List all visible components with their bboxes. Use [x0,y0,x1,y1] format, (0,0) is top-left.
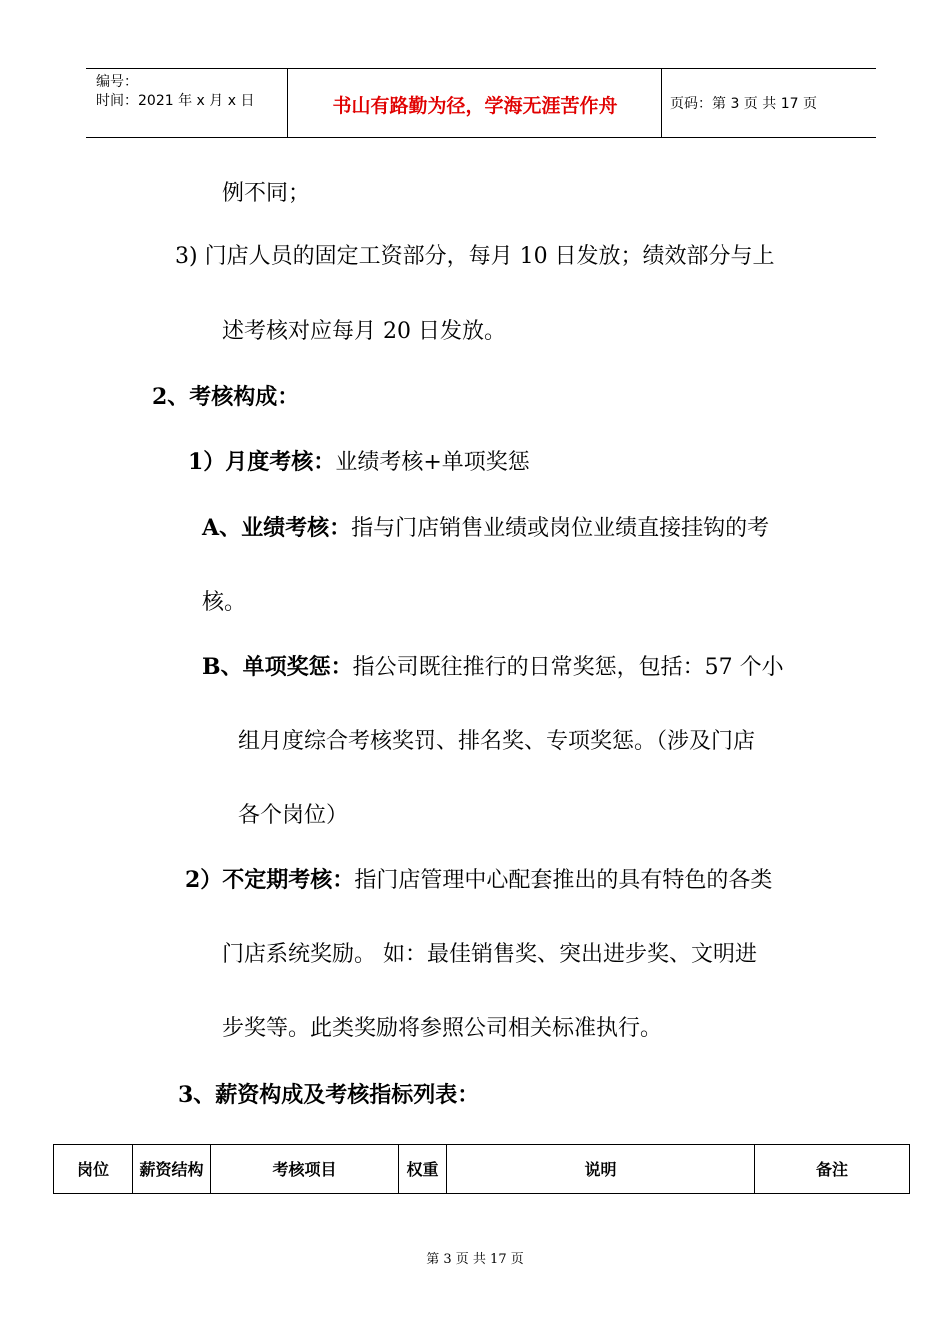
item-text: 指公司既往推行的日常奖惩，包括：57 个小 [352,655,784,680]
column-header: 考核项目 [211,1145,399,1194]
kpi-table [53,1144,910,1194]
doc-number-label: 编号： [96,74,138,90]
body-line: 各个岗位） [238,803,349,828]
column-header: 薪资结构 [133,1145,211,1194]
page-footer: 第 3 页 共 17 页 [426,1252,524,1267]
table-header-row [54,1145,910,1194]
page-header [86,68,876,138]
doc-time: 时间：2021 年 x 月 x 日 [96,93,255,109]
body-line: 门店系统奖励。 如：最佳销售奖、突出进步奖、文明进 [222,942,757,967]
item-b [202,653,784,682]
item-a [202,514,769,543]
body-line: 述考核对应每月 20 日发放。 [222,319,506,344]
column-header: 备注 [755,1145,910,1194]
subsection-monthly [188,448,530,477]
header-motto: 书山有路勤为径，学海无涯苦作舟 [332,95,618,117]
subsection-text: 指门店管理中心配套推出的具有特色的各类 [354,868,773,893]
column-header: 岗位 [54,1145,133,1194]
body-line: 步奖等。此类奖励将参照公司相关标准执行。 [222,1016,663,1041]
section-heading: 3、薪资构成及考核指标列表： [178,1082,480,1108]
column-header: 说明 [447,1145,755,1194]
subsection-label: 2）不定期考核： [185,867,355,893]
item-text: 指与门店销售业绩或岗位业绩直接挂钩的考 [351,516,770,541]
subsection-label: 1）月度考核： [188,449,336,475]
body-line: 核。 [202,590,247,615]
section-heading: 2、考核构成： [152,384,300,410]
header-meta [96,73,254,111]
header-page-info: 页码：第 3 页 共 17 页 [670,96,817,112]
subsection-irregular [185,866,772,895]
item-label: A、业绩考核： [202,515,352,541]
column-header: 权重 [399,1145,447,1194]
item-label: B、单项奖惩： [202,654,353,680]
body-line: 3) 门店人员的固定工资部分，每月 10 日发放；绩效部分与上 [175,244,775,269]
body-line: 例不同； [222,181,311,206]
subsection-text: 业绩考核+单项奖惩 [335,450,530,475]
body-line: 组月度综合考核奖罚、排名奖、专项奖惩。（涉及门店 [238,729,756,754]
